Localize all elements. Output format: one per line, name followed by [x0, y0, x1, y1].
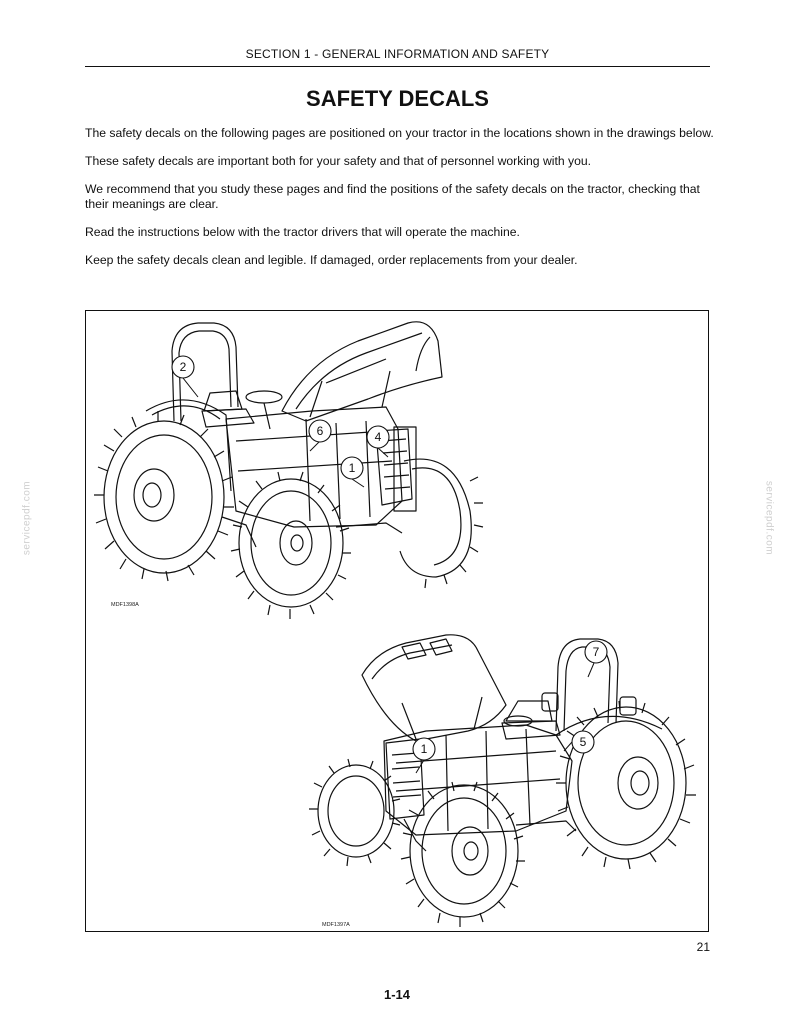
callout-7: [585, 641, 607, 677]
callout-6: [309, 420, 331, 451]
watermark-right: servicepdf.com: [763, 480, 775, 556]
svg-text:1: 1: [348, 461, 356, 475]
printed-page-number: 21: [696, 940, 710, 954]
section-header: SECTION 1 - GENERAL INFORMATION AND SAFETY: [245, 47, 550, 61]
callout-2: [172, 356, 198, 397]
paragraph-1: The safety decals on the following pages are positioned on your tractor in the locations shown in the drawings below.: [85, 126, 714, 140]
tractor-illustration-upper: [94, 322, 483, 619]
watermark-left: servicepdf.com: [21, 480, 33, 556]
page-title: SAFETY DECALS: [306, 86, 489, 111]
figure-code-upper: MDF1398A: [111, 602, 139, 608]
figure-code-lower: MDF1397A: [322, 922, 350, 928]
tractor-illustrations: [86, 311, 708, 931]
paragraph-2: These safety decals are important both for your safety and that of personnel working with you.: [85, 154, 592, 168]
callout-1-upper: [341, 457, 364, 487]
callout-5: [564, 731, 594, 753]
svg-text:7: 7: [592, 645, 600, 659]
header-rule: [85, 66, 710, 67]
svg-text:1: 1: [420, 742, 428, 756]
tractor-illustration-lower: [309, 635, 696, 927]
svg-text:4: 4: [374, 430, 382, 444]
paragraph-3: We recommend that you study these pages and find the positions of the safety decals on the tractor, checking that their meanings are clear.: [85, 182, 700, 211]
svg-text:5: 5: [579, 735, 587, 749]
paragraph-4: Read the instructions below with the tractor drivers that will operate the machine.: [85, 225, 520, 239]
paragraph-5: Keep the safety decals clean and legible. If damaged, order replacements from your dealer.: [85, 253, 578, 267]
svg-text:2: 2: [179, 360, 187, 374]
tractor-figure: [85, 310, 709, 932]
svg-text:6: 6: [316, 424, 324, 438]
intro-text: [85, 126, 715, 281]
manual-page-number: 1-14: [383, 987, 411, 1002]
